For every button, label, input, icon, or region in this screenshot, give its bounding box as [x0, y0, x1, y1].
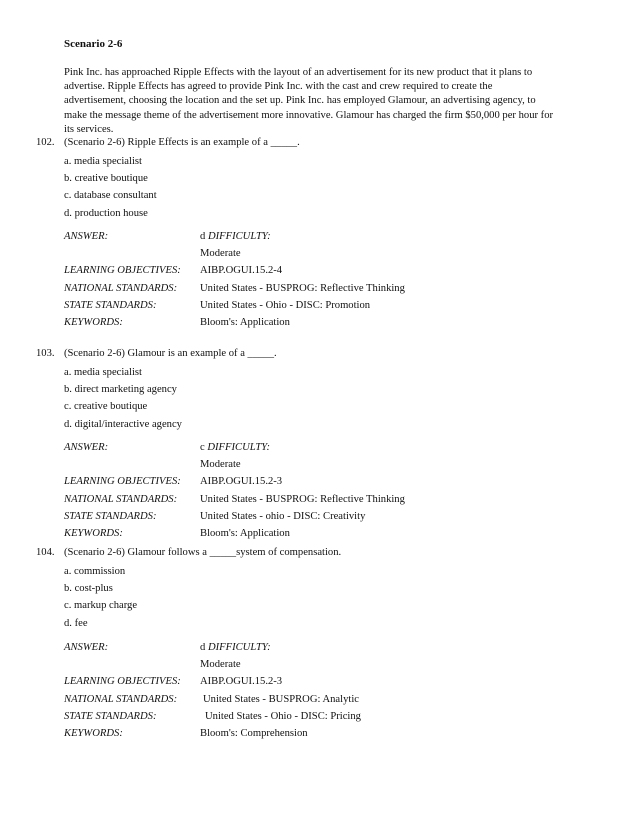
difficulty-row: [64, 458, 544, 475]
state-standards-row: [64, 710, 544, 727]
state-standards-label: STATE STANDARDS:: [64, 510, 157, 522]
question-number: 103.: [36, 348, 55, 359]
national-standards-value: United States - BUSPROG: Analytic: [203, 693, 359, 705]
answer-value: c: [200, 442, 205, 453]
state-standards-label: STATE STANDARDS:: [64, 299, 157, 311]
learning-objectives-row: [64, 475, 544, 492]
answer-option: b. creative boutique: [64, 173, 148, 185]
national-standards-label: NATIONAL STANDARDS:: [64, 282, 178, 294]
difficulty-value: Moderate: [200, 659, 241, 671]
answer-option: a. media specialist: [64, 156, 142, 167]
national-standards-row: [64, 282, 544, 299]
answer-label: ANSWER:: [64, 642, 109, 653]
answer-value: d: [200, 231, 206, 242]
keywords-value: Bloom's: Comprehension: [200, 727, 308, 739]
scenario-line: advertisement, choosing the location and the set up. Pink Inc. has employed Glamour, an advertising agency, to: [64, 95, 536, 107]
scenario-line: Pink Inc. has approached Ripple Effects with the layout of an advertisement for its new product that it plans to: [64, 67, 533, 78]
answer-option: d. fee: [64, 617, 88, 629]
difficulty-label: DIFFICULTY:: [207, 442, 271, 453]
difficulty-value: Moderate: [200, 248, 241, 260]
national-standards-value: United States - BUSPROG: Reflective Thinking: [200, 282, 405, 294]
national-standards-row: [64, 493, 544, 510]
question-text: (Scenario 2-6) Ripple Effects is an example of a _____.: [64, 137, 300, 148]
national-standards-value: United States - BUSPROG: Reflective Thinking: [200, 493, 405, 505]
question-number: 102.: [36, 137, 55, 148]
state-standards-row: [64, 510, 544, 527]
keywords-row: [64, 316, 544, 333]
answer-row: [64, 230, 544, 247]
learning-objectives-value: AIBP.OGUI.15.2-3: [200, 676, 283, 688]
keywords-value: Bloom's: Application: [200, 527, 290, 539]
learning-objectives-label: LEARNING OBJECTIVES:: [64, 265, 181, 277]
keywords-label: KEYWORDS:: [64, 527, 123, 539]
answer-metadata: [64, 230, 544, 333]
scenario-line: advertise. Ripple Effects has agreed to provide Pink Inc. with the cast and crew required to create the: [64, 81, 493, 93]
difficulty-row: [64, 658, 544, 675]
difficulty-row: [64, 247, 544, 264]
keywords-row: [64, 727, 544, 744]
answer-value-group: [200, 641, 271, 655]
question-stem: [36, 547, 341, 558]
answer-option: d. production house: [64, 207, 148, 219]
difficulty-value: Moderate: [200, 459, 241, 471]
answer-option: b. direct marketing agency: [64, 384, 177, 396]
answer-option: b. cost-plus: [64, 583, 113, 595]
keywords-label: KEYWORDS:: [64, 727, 123, 739]
question-text: (Scenario 2-6) Glamour is an example of a _____.: [64, 348, 277, 359]
answer-metadata: [64, 641, 544, 744]
answer-option: c. database consultant: [64, 190, 157, 202]
state-standards-value: United States - ohio - DISC: Creativity: [200, 510, 366, 522]
answer-label: ANSWER:: [64, 231, 109, 242]
learning-objectives-value: AIBP.OGUI.15.2-4: [200, 265, 283, 277]
state-standards-value: United States - Ohio - DISC: Pricing: [205, 710, 361, 722]
learning-objectives-row: [64, 675, 544, 692]
state-standards-value: United States - Ohio - DISC: Promotion: [200, 299, 371, 311]
answer-options: [64, 366, 182, 435]
answer-option: c. markup charge: [64, 600, 138, 612]
scenario-title: Scenario 2-6: [64, 38, 123, 50]
difficulty-label: DIFFICULTY:: [207, 231, 271, 242]
learning-objectives-label: LEARNING OBJECTIVES:: [64, 476, 181, 488]
scenario-line: its services.: [64, 123, 114, 135]
answer-option: d. digital/interactive agency: [64, 418, 182, 430]
answer-row: [64, 641, 544, 658]
scenario-line: make the message theme of the advertisement more innovative. Glamour has charged the firm $50,000 per hour for: [64, 109, 554, 121]
answer-options: [64, 565, 137, 634]
scenario-text: [64, 66, 584, 137]
keywords-row: [64, 527, 544, 544]
state-standards-label: STATE STANDARDS:: [64, 710, 157, 722]
national-standards-label: NATIONAL STANDARDS:: [64, 693, 178, 705]
answer-label: ANSWER:: [64, 442, 109, 453]
national-standards-row: [64, 693, 544, 710]
answer-row: [64, 441, 544, 458]
answer-option: c. creative boutique: [64, 401, 148, 413]
question-text: (Scenario 2-6) Glamour follows a _____system of compensation.: [64, 547, 342, 558]
question-stem: [36, 348, 277, 359]
answer-value-group: [200, 230, 271, 244]
learning-objectives-value: AIBP.OGUI.15.2-3: [200, 476, 283, 488]
question-stem: [36, 137, 300, 148]
learning-objectives-row: [64, 264, 544, 281]
answer-value: d: [200, 642, 206, 653]
keywords-value: Bloom's: Application: [200, 316, 290, 328]
answer-option: a. commission: [64, 566, 126, 577]
learning-objectives-label: LEARNING OBJECTIVES:: [64, 676, 181, 688]
state-standards-row: [64, 299, 544, 316]
keywords-label: KEYWORDS:: [64, 316, 123, 328]
national-standards-label: NATIONAL STANDARDS:: [64, 493, 178, 505]
answer-option: a. media specialist: [64, 367, 142, 378]
difficulty-label: DIFFICULTY:: [207, 642, 271, 653]
question-number: 104.: [36, 547, 55, 558]
answer-value-group: [200, 441, 270, 455]
answer-metadata: [64, 441, 544, 544]
answer-options: [64, 155, 157, 224]
